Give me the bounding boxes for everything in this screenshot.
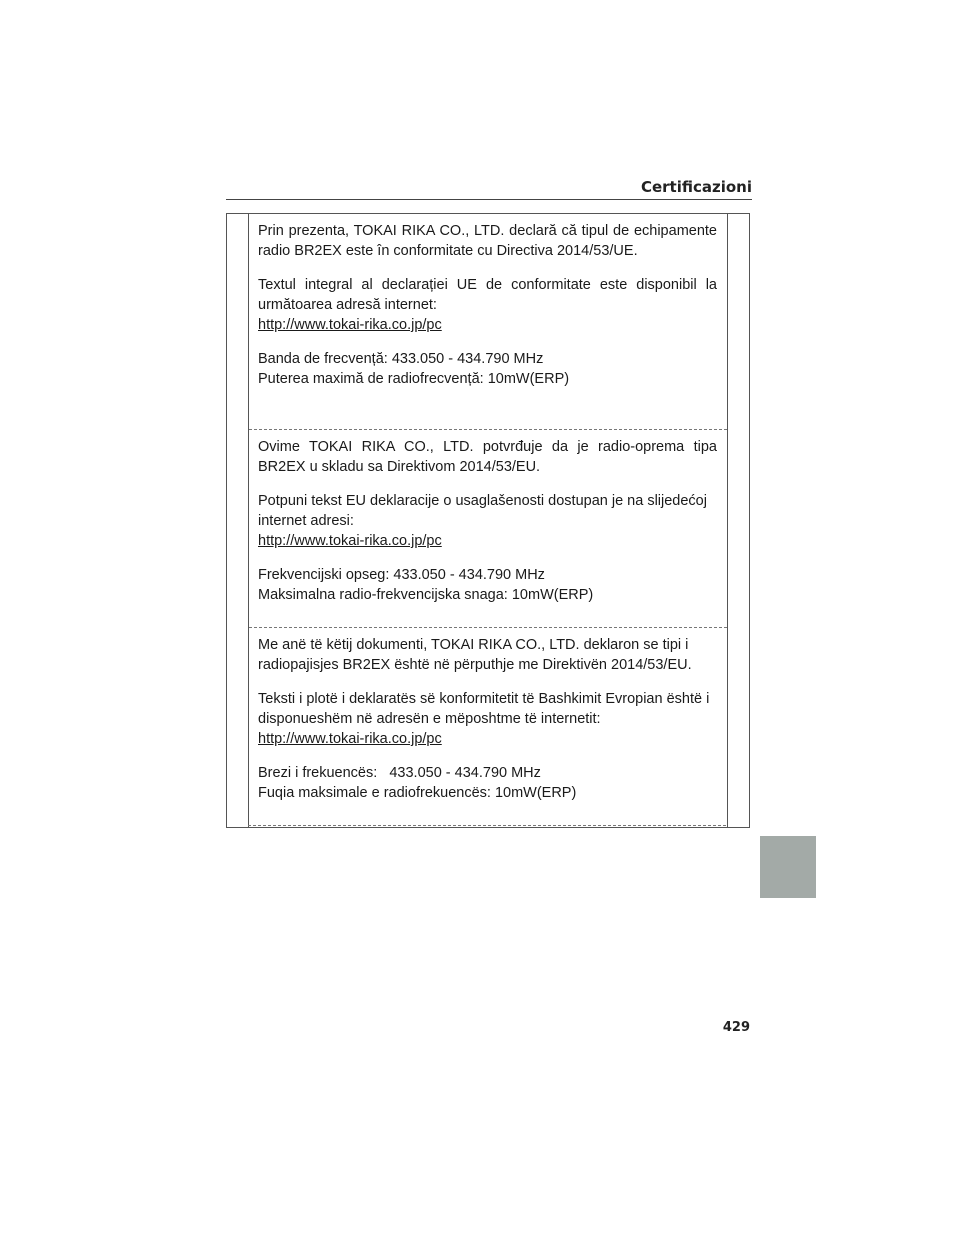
frequency-band: Brezi i frekuencës: 433.050 - 434.790 MHz: [258, 765, 541, 781]
max-power: Fuqia maksimale e radiofrekuencës: 10mW(ERP): [258, 785, 577, 801]
page-number: 429: [722, 1020, 750, 1035]
frequency-band: Frekvencijski opseg: 433.050 - 434.790 MHz: [258, 567, 545, 583]
declaration-availability-text: Textul integral al declarației UE de conformitate este disponibil la următoarea adresă internet:: [258, 277, 717, 313]
conformity-statement: Prin prezenta, TOKAI RIKA CO., LTD. declară că tipul de echipamente radio BR2EX este în conformitate cu Directiva 2014/53/UE.: [258, 223, 717, 259]
declaration-availability-text: Potpuni tekst EU deklaracije o usaglašenosti dostupan je na slijedećoj internet adresi:: [258, 493, 707, 529]
table-right-column-divider: [727, 214, 728, 827]
declaration-table: [226, 213, 750, 828]
page-section-title: Certificazioni: [640, 178, 752, 196]
max-power: Puterea maximă de radiofrecvență: 10mW(ERP): [258, 371, 570, 387]
declaration-url-link[interactable]: http://www.tokai-rika.co.jp/pc: [258, 533, 442, 549]
declaration-availability-text: Teksti i plotë i deklaratës së konformitetit të Bashkimit Evropian është i disponueshëm në adresën e mëposhtme të internetit:: [258, 691, 710, 727]
max-power: Maksimalna radio-frekvencijska snaga: 10mW(ERP): [258, 587, 594, 603]
declaration-romanian: [249, 214, 727, 430]
declaration-albanian: [249, 628, 727, 827]
conformity-statement: Me anë të këtij dokumenti, TOKAI RIKA CO., LTD. deklaron se tipi i radiopajisjes BR2EX është në përputhje me Direktivën 2014/53/EU.: [258, 637, 692, 673]
chapter-side-tab: [760, 836, 816, 898]
table-bottom-dashed-rule: [248, 825, 726, 826]
header-divider: [226, 199, 752, 200]
frequency-band: Banda de frecvență: 433.050 - 434.790 MHz: [258, 351, 544, 367]
declaration-url-link[interactable]: http://www.tokai-rika.co.jp/pc: [258, 731, 442, 747]
conformity-statement: Ovime TOKAI RIKA CO., LTD. potvrđuje da je radio-oprema tipa BR2EX u skladu sa Direktivom 2014/53/EU.: [258, 439, 717, 475]
declaration-url-link[interactable]: http://www.tokai-rika.co.jp/pc: [258, 317, 442, 333]
declaration-bosnian: [249, 430, 727, 628]
